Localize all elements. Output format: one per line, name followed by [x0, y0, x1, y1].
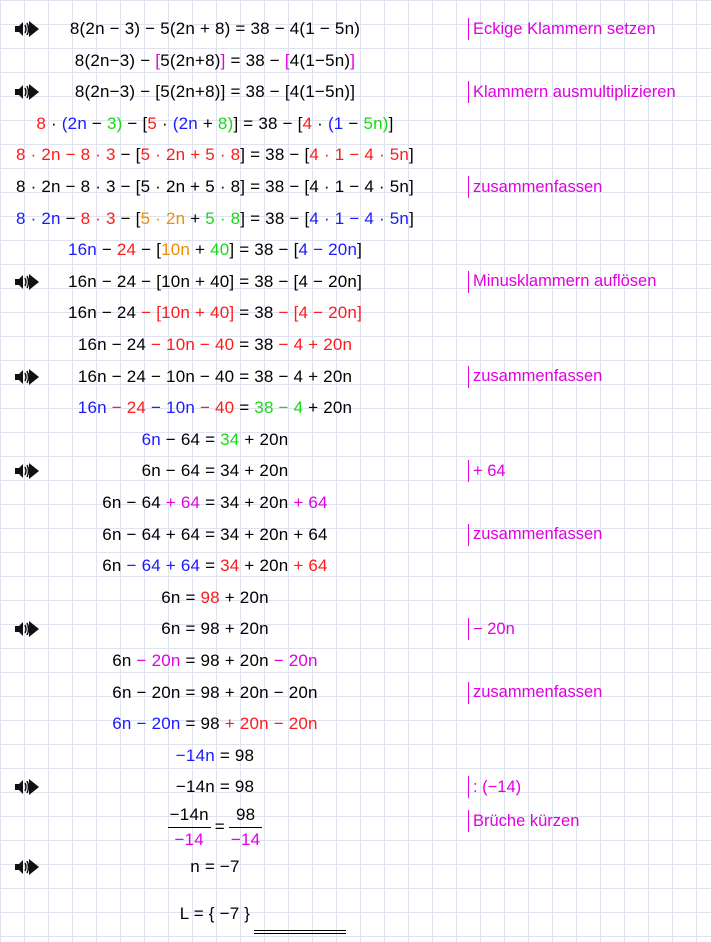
equation [0, 140, 430, 170]
equation-term: 6n − 64 + 64 = 34 + 20n + 64 [102, 524, 328, 544]
equation-term: − [10n + 40] [141, 303, 235, 323]
equation-row [0, 204, 711, 234]
equation-term: 6n = [161, 587, 201, 607]
equation-term: + 64 [165, 493, 201, 512]
equation-term: 4 [302, 113, 313, 133]
equation-term: 10n [161, 240, 191, 260]
equation-term: + 20n [219, 587, 269, 607]
equation-row [0, 456, 711, 486]
equation-term: + 20n [239, 429, 289, 449]
equation-term: 6n [141, 429, 161, 449]
equation-term: = 38 − [225, 50, 285, 70]
equation [0, 583, 430, 613]
equation-term: − [ [136, 240, 162, 260]
equation-term: 5 [147, 113, 158, 133]
equation-row [0, 551, 711, 581]
equation-row [0, 172, 711, 202]
equation-term: 8 · 2n − 8 · 3 [16, 145, 116, 165]
equation-term: 3) [106, 113, 123, 133]
equation-term: ] [409, 208, 414, 228]
step-annotation: + 64 [468, 460, 506, 482]
equation-term: + 64 [293, 556, 328, 576]
equation-term: 24 [116, 240, 137, 260]
equation-row [0, 140, 711, 170]
equation [0, 204, 430, 234]
equation-term: + [185, 208, 206, 228]
step-annotation: − 20n [468, 618, 515, 640]
equation-term: ] = 38 − [ [240, 145, 310, 165]
equation-term: 5n) [363, 113, 389, 133]
equation-row [0, 267, 711, 297]
equation-term: −14n [175, 745, 215, 765]
equation-term: = 38 [234, 303, 279, 323]
equation [0, 488, 430, 518]
denominator: −14 [230, 829, 261, 849]
equation-row [0, 109, 711, 139]
equation [0, 646, 430, 676]
equation-term: 16n [77, 398, 107, 418]
equation-term: ] [388, 113, 394, 133]
equation-term: ] [350, 50, 356, 70]
equation-term: 6n − 64 [102, 493, 166, 512]
equation [0, 298, 430, 328]
equation-term: 6n = 98 + 20n [161, 619, 269, 639]
fraction-row [0, 800, 711, 854]
equation [0, 614, 430, 644]
equation-term: − 40 [195, 398, 235, 418]
equation-row [0, 330, 711, 360]
equation-term: 16n − 24 − [10n + 40] = 38 − [4 − 20n] [67, 271, 362, 291]
equation-term: 6n − 20n = 98 + 20n − 20n [112, 682, 318, 702]
equation-term: = [234, 398, 255, 418]
equation-term: 8 · 2n [16, 208, 61, 228]
equation-term: · [312, 113, 328, 133]
equation-term: 16n [67, 240, 97, 260]
equation-row [0, 646, 711, 676]
equation-term: 6n − 20n [112, 714, 181, 734]
equation [0, 520, 430, 550]
step-annotation: Eckige Klammern setzen [468, 18, 656, 40]
equation-term: − 4 + 20n [278, 335, 353, 354]
equation [0, 109, 430, 139]
equation-term: 4 · 1 − 4 · 5n [309, 145, 410, 165]
equation-term: · [157, 113, 173, 133]
equation-row [0, 77, 711, 107]
result-row [0, 852, 711, 882]
equation-term: + 20n [303, 398, 353, 418]
equation-row [0, 488, 711, 518]
equation-row [0, 362, 711, 392]
equation [0, 77, 430, 107]
fraction-equation [0, 800, 430, 854]
equation-term: − [ [122, 113, 148, 133]
equation-term: ] [409, 145, 414, 165]
equation-term: 34 [220, 429, 240, 449]
fraction-bar [168, 827, 211, 828]
equation-term: ] = 38 − [ [233, 113, 303, 133]
equation-term: = [200, 429, 221, 449]
equation-term: 4 · 1 − 4 · 5n [309, 208, 410, 228]
equation-row [0, 614, 711, 644]
equation-row [0, 741, 711, 771]
equation-term: 5 · 8 [205, 208, 241, 228]
equation-term: 8) [217, 113, 234, 133]
denominator: −14 [174, 829, 204, 849]
equation-term: − 64 + 64 [126, 556, 201, 576]
equation-term: [ [284, 50, 290, 70]
equation-term: = 98 [180, 714, 225, 734]
step-annotation: zusammenfassen [468, 682, 602, 704]
equation-row [0, 235, 711, 265]
equation-term: 5(2n+8) [160, 50, 221, 70]
equation-term: + 20n [239, 556, 294, 576]
equation-term: 8(2n−3) − [5(2n+8)] = 38 − [4(1−5n)] [74, 82, 356, 102]
equation-term: ] = 38 − [ [229, 240, 299, 260]
step-annotation: Brüche kürzen [468, 810, 579, 832]
equation-term: − [343, 113, 364, 133]
equation-term: − 20n [136, 651, 181, 670]
step-annotation: Klammern ausmultiplizieren [468, 81, 676, 103]
equation-row [0, 46, 711, 76]
equation-term: − [86, 113, 107, 133]
equation-term: 8(2n−3) − [74, 50, 156, 70]
equals-sign: = [214, 817, 225, 836]
equation [0, 46, 430, 76]
equation-term: 6n [112, 651, 137, 670]
equation [0, 362, 430, 392]
equation-term: ] [357, 240, 363, 260]
equation-row [0, 583, 711, 613]
equation-term: 16n − 24 [77, 335, 151, 354]
equation-term: (1 [327, 113, 344, 133]
equation [0, 678, 430, 708]
equation-term: = [200, 556, 221, 576]
solution-set [0, 900, 711, 936]
equation [0, 551, 430, 581]
equation-term: − 10n [146, 398, 196, 418]
equation-term: ] = 38 − [ [240, 208, 310, 228]
equation [0, 235, 430, 265]
equation-term: − [60, 208, 81, 228]
step-annotation: zusammenfassen [468, 366, 602, 388]
equation [0, 172, 430, 202]
equation-row [0, 772, 711, 802]
equation [0, 267, 430, 297]
equation-term: − 10n − 40 [150, 335, 235, 354]
fraction [229, 805, 262, 850]
step-annotation: Minusklammern auflösen [468, 271, 656, 293]
equation-term: 4 − 20n [298, 240, 358, 260]
equation-term: − 20n [273, 651, 318, 670]
equation-term: 5 · 2n + 5 · 8 [140, 145, 241, 165]
equation [0, 456, 430, 486]
equation-term: − 64 [160, 429, 201, 449]
fraction [168, 805, 211, 850]
equation-term: 8 · 2n − 8 · 3 − [5 · 2n + 5 · 8] = 38 − [4 · 1 − 4 · 5n] [16, 177, 414, 196]
equation-term: − [ [115, 145, 141, 165]
equation-term: + 64 [293, 493, 328, 512]
step-annotation: : (−14) [468, 776, 521, 798]
equation-term: [ [155, 50, 161, 70]
equation-term: = 98 [214, 745, 255, 765]
result-equation: n = −7 [190, 857, 240, 876]
equation-term: (2n [61, 113, 87, 133]
equation [0, 14, 430, 44]
equation [0, 425, 430, 455]
equation-term: 16n − 24 [67, 303, 142, 323]
equation-term: 34 [220, 556, 240, 576]
equation-term: 8(2n − 3) − 5(2n + 8) = 38 − 4(1 − 5n) [69, 19, 361, 38]
equation-term: − [4 − 20n] [278, 303, 363, 323]
equation-term: 6n − 64 = 34 + 20n [141, 461, 289, 481]
equation-term: − [96, 240, 117, 260]
equation-term: 16n − 24 − 10n − 40 = 38 − 4 + 20n [77, 366, 353, 386]
fraction-bar [229, 827, 262, 828]
equation-row [0, 709, 711, 739]
equation-row [0, 298, 711, 328]
equation-term: 5 · 2n [140, 208, 186, 228]
equation-term: −14n = 98 [175, 777, 255, 797]
equation-term: · [46, 113, 62, 133]
equation [0, 330, 430, 360]
equation-term: + [197, 113, 218, 133]
equation-term: = 38 [234, 335, 279, 354]
equation [0, 709, 430, 739]
double-underline [254, 930, 346, 931]
double-underline [254, 933, 346, 934]
equation-term: − [ [115, 208, 141, 228]
equation-term: + 20n − 20n [224, 714, 318, 734]
equation-row [0, 425, 711, 455]
equation [0, 772, 430, 802]
equation-term: 4(1−5n) [289, 50, 351, 70]
equation-term: 40 [210, 240, 230, 260]
equation-term: 98 [200, 587, 220, 607]
equation-term: 8 · 3 [80, 208, 116, 228]
step-annotation: zusammenfassen [468, 176, 602, 198]
equation-row [0, 14, 711, 44]
equation [0, 741, 430, 771]
equation-term: 8 [36, 113, 47, 133]
equation-term: − 24 [106, 398, 147, 418]
solution-text: L = { −7 } [179, 904, 251, 923]
equation-term: = 98 + 20n [180, 651, 274, 670]
equation-term: 6n [102, 556, 127, 576]
step-annotation: zusammenfassen [468, 524, 602, 546]
equation [0, 393, 430, 423]
equation-term: 38 − 4 [254, 398, 304, 418]
equation-term: ] [220, 50, 226, 70]
numerator: −14n [169, 804, 209, 824]
equation-term: (2n [172, 113, 198, 133]
numerator: 98 [235, 804, 256, 824]
equation-row [0, 678, 711, 708]
equation-term: = 34 + 20n [200, 493, 294, 512]
equation-row [0, 393, 711, 423]
equation-term: + [190, 240, 211, 260]
equation-row [0, 520, 711, 550]
